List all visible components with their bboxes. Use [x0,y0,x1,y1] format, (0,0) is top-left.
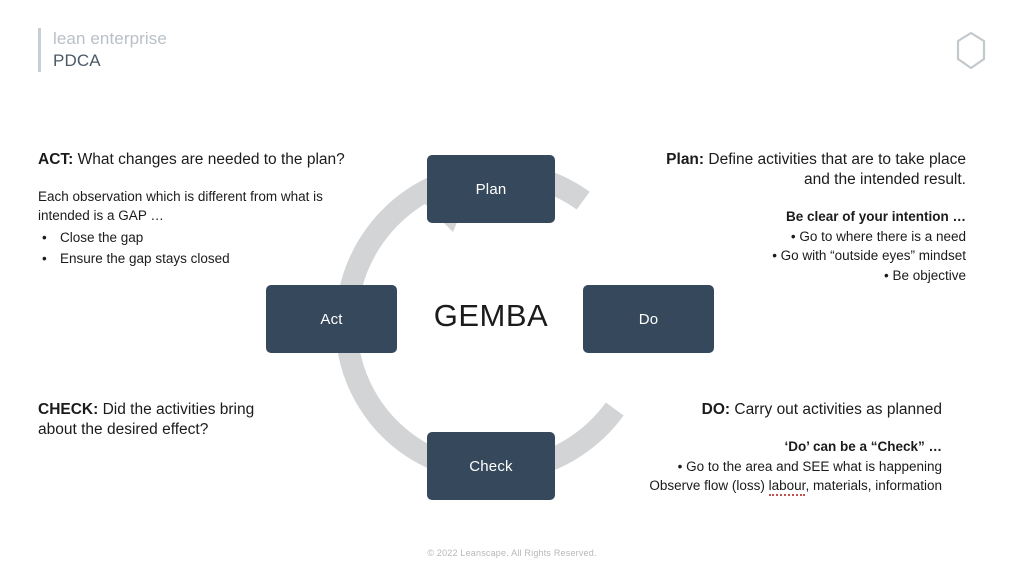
act-bullet-list [38,227,398,269]
do-sub-line-2-pre: Observe flow (loss) [649,478,769,493]
header-text [53,28,167,72]
act-bullet-item: • Ensure the gap stays closed [60,248,398,269]
node-act-label: Act [320,310,343,328]
header [38,28,167,72]
plan-heading-line-2: and the intended result. [803,171,966,188]
check-text-block [38,400,358,440]
plan-sub-bold: Be clear of your intention … [785,209,966,224]
plan-sub-heading [621,208,966,227]
do-heading-bold: DO: [701,401,731,418]
node-check[interactable] [427,432,555,500]
do-sub-line-1: • Go to the area and SEE what is happening [677,458,942,474]
brand-title: lean enterprise [53,29,167,48]
node-check-label: Check [469,457,513,475]
check-heading-rest: Did the activities bring [98,401,255,418]
node-plan-label: Plan [475,180,507,198]
page-title: PDCA [53,51,101,70]
plan-sub-line: • Go with “outside eyes” mindset [772,248,966,263]
act-sub-line-1: Each observation which is different from what is [38,189,323,204]
plan-sub-line: • Go to where there is a need [790,228,966,244]
plan-heading-rest: Define activities that are to take place [704,151,966,168]
center-label-gemba: GEMBA [433,298,549,333]
check-heading-line-2: about the desired effect? [38,421,209,438]
do-sub-line-2-post: , materials, information [805,478,942,493]
footer-copyright: © 2022 Leanscape. All Rights Reserved. [427,548,597,558]
do-sub-line-2 [542,476,942,496]
act-heading [38,150,398,170]
act-text-block [38,150,398,269]
do-heading [542,400,942,420]
plan-heading-bold: Plan: [666,151,705,168]
act-sub-line-2: intended is a GAP … [38,207,164,223]
node-plan[interactable] [427,155,555,223]
plan-sub-line: • Be objective [883,267,966,283]
check-heading-bold: CHECK: [38,401,99,418]
plan-text-block [621,150,966,285]
node-do[interactable] [583,285,714,353]
check-heading [38,400,358,420]
hexagon-outline-icon [954,30,988,72]
plan-heading [621,150,966,190]
do-text-block [542,400,942,496]
act-bullet-item: • Close the gap [60,227,398,248]
header-accent-bar [38,28,41,72]
node-do-label: Do [638,310,659,328]
do-heading-rest: Carry out activities as planned [730,401,942,418]
act-heading-bold: ACT: [38,151,74,168]
do-sub-bold: ‘Do’ can be a “Check” … [784,439,942,454]
do-sub-line-2-marked: labour [769,478,806,496]
do-sub-heading [542,438,942,457]
act-heading-rest: What changes are needed to the plan? [73,151,345,168]
node-act[interactable] [266,285,397,353]
